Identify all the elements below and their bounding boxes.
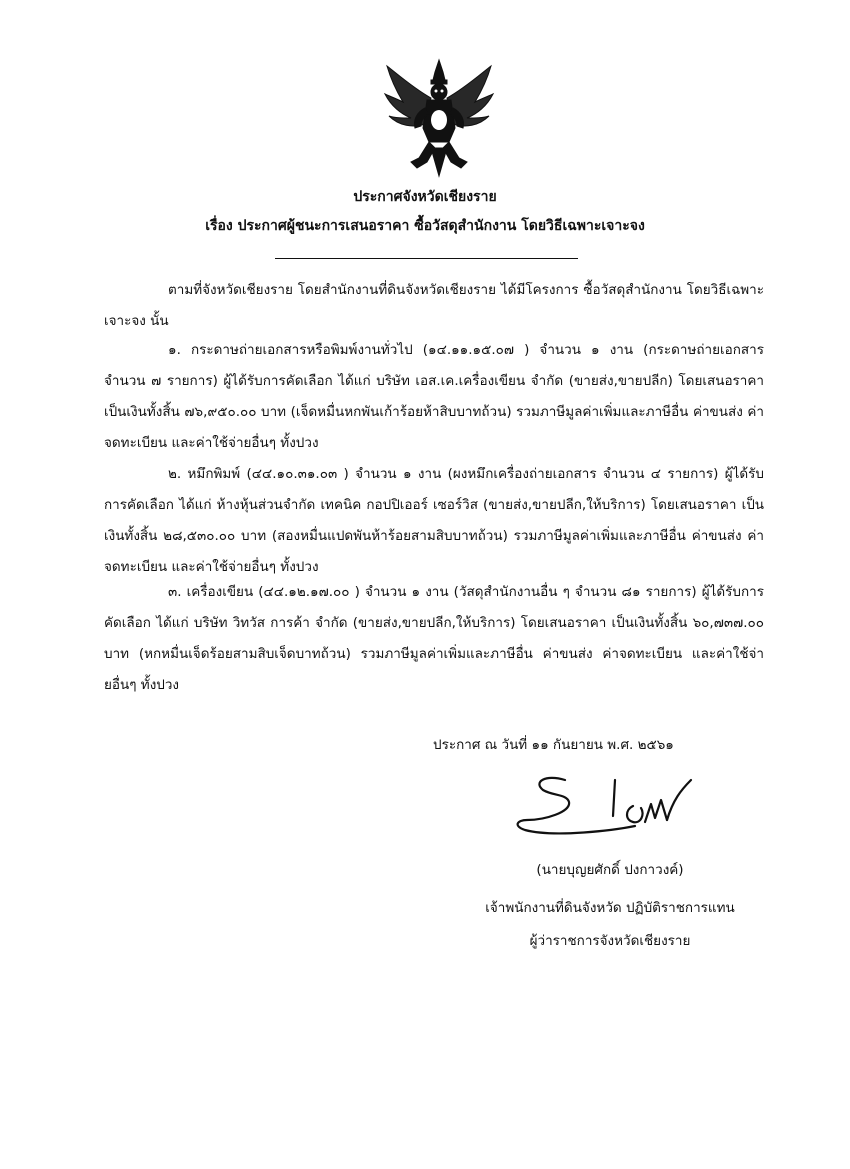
header-divider <box>275 258 578 259</box>
garuda-emblem-icon <box>383 58 495 178</box>
announcement-date: ประกาศ ณ วันที่ ๑๑ กันยายน พ.ศ. ๒๕๖๑ <box>433 737 674 753</box>
award-item-1 <box>104 335 764 459</box>
award-item-1-text: ๑. กระดาษถ่ายเอกสารหรือพิมพ์งานทั่วไป (๑๔.๑๑.๑๕.๐๗ ) จำนวน ๑ งาน (กระดาษถ่ายเอกสาร จำนวน ๗ รายการ) ผู้ได้รับการคัดเลือก ได้แก่ บริษัท เอส.เค.เครื่องเขียน จำกัด (ขายส่ง,ขายปลีก) โดยเสนอราคา เป็นเงินทั้งสิ้น ๗๖,๙๕๐.๐๐ บาท (เจ็ดหมื่นหกพันเก้าร้อยห้าสิบบาทถ้วน) รวมภาษีมูลค่าเพิ่มและภาษีอื่น ค่าขนส่ง ค่าจดทะเบียน และค่าใช้จ่ายอื่นๆ ทั้งปวง <box>104 342 764 451</box>
intro-paragraph <box>104 275 764 337</box>
award-item-3-text: ๓. เครื่องเขียน (๔๔.๑๒.๑๗.๐๐ ) จำนวน ๑ งาน (วัสดุสำนักงานอื่น ๆ จำนวน ๘๑ รายการ) ผู้ได้รับการคัดเลือก ได้แก่ บริษัท วิทวัส การค้า จำกัด (ขายส่ง,ขายปลีก,ให้บริการ) โดยเสนอราคา เป็นเงินทั้งสิ้น ๖๐,๗๓๗.๐๐ บาท (หกหมื่นเจ็ดร้อยสามสิบเจ็ดบาทถ้วน) รวมภาษีมูลค่าเพิ่มและภาษีอื่น ค่าขนส่ง ค่าจดทะเบียน และค่าใช้จ่ายอื่นๆ ทั้งปวง <box>104 584 764 693</box>
intro-text: ตามที่จังหวัดเชียงราย โดยสำนักงานที่ดินจังหวัดเชียงราย ได้มีโครงการ ซื้อวัสดุสำนักงาน โดยวิธีเฉพาะเจาะจง นั้น <box>104 282 764 329</box>
document-title: ประกาศจังหวัดเชียงราย <box>353 189 497 205</box>
award-item-2 <box>104 459 764 583</box>
handwritten-signature <box>505 760 695 850</box>
signatory-position-2: ผู้ว่าราชการจังหวัดเชียงราย <box>529 933 691 949</box>
signatory-name: (นายบุญยศักดิ์ ปงกาวงค์) <box>536 862 684 878</box>
award-item-3 <box>104 577 764 701</box>
signatory-position: เจ้าพนักงานที่ดินจังหวัด ปฏิบัติราชการแทน <box>485 900 735 916</box>
document-subject: เรื่อง ประกาศผู้ชนะการเสนอราคา ซื้อวัสดุสำนักงาน โดยวิธีเฉพาะเจาะจง <box>205 218 645 234</box>
award-item-2-text: ๒. หมึกพิมพ์ (๔๔.๑๐.๓๑.๐๓ ) จำนวน ๑ งาน (ผงหมึกเครื่องถ่ายเอกสาร จำนวน ๔ รายการ) ผู้ได้รับการคัดเลือก ได้แก่ ห้างหุ้นส่วนจำกัด เทคนิค กอปปิเออร์ เซอร์วิส (ขายส่ง,ขายปลีก,ให้บริการ) โดยเสนอราคา เป็นเงินทั้งสิ้น ๒๘,๕๓๐.๐๐ บาท (สองหมื่นแปดพันห้าร้อยสามสิบบาทถ้วน) รวมภาษีมูลค่าเพิ่มและภาษีอื่น ค่าขนส่ง ค่าจดทะเบียน และค่าใช้จ่ายอื่นๆ ทั้งปวง <box>104 466 764 575</box>
